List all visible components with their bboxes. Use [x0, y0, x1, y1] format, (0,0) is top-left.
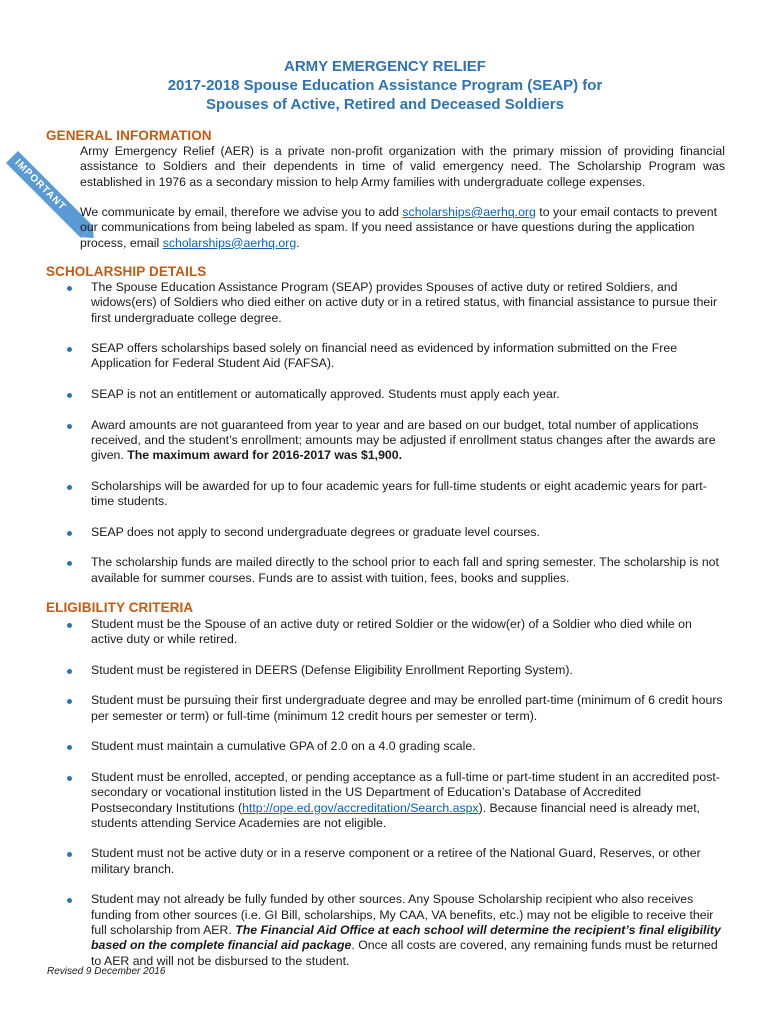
list-item	[60, 341, 725, 372]
bullet-icon	[67, 623, 72, 628]
list-item	[60, 846, 725, 877]
bullet-icon	[67, 485, 72, 490]
list-item-text: Student must not be active duty or in a reserve component or a retiree of the National Guard, Reserves, or other military branch.	[91, 846, 701, 876]
financial-aid-emphasis: The Financial Aid Office at each school will determine the recipient’s final eligibility based on the complete financial aid package	[91, 922, 721, 953]
bullet-icon	[67, 898, 72, 903]
bullet-icon	[67, 531, 72, 536]
bullet-icon	[67, 286, 72, 291]
bullet-icon	[67, 424, 72, 429]
bullet-icon	[67, 776, 72, 781]
list-item-text: Student must be enrolled, accepted, or pending acceptance as a full-time or part-time student in an accredited post-secondary or vocational institution listed in the US Department of Education’s Database of Accredited Postsecondary Institutions (	[91, 769, 720, 815]
scholarship-details-heading: SCHOLARSHIP DETAILS	[46, 264, 207, 279]
list-item	[60, 739, 725, 754]
list-item-text: Award amounts are not guaranteed from year to year and are based on our budget, total number of applications received, and the student’s enrollment; amounts may be adjusted if enrollment status changes after the awards are given.	[91, 417, 716, 463]
bullet-icon	[67, 669, 72, 674]
bullet-icon	[67, 852, 72, 857]
title-line-3: Spouses of Active, Retired and Deceased Soldiers	[206, 96, 564, 113]
list-item	[60, 555, 725, 586]
title-line-1: ARMY EMERGENCY RELIEF	[284, 58, 486, 75]
max-award-text: The maximum award for 2016-2017 was $1,900.	[127, 448, 403, 463]
bullet-icon	[67, 561, 72, 566]
eligibility-criteria-list	[60, 617, 725, 984]
list-item-text: Student must maintain a cumulative GPA of 2.0 on a 4.0 grading scale.	[91, 739, 476, 754]
list-item-text: Student must be the Spouse of an active duty or retired Soldier or the widow(er) of a Soldier who died while on active duty or while retired.	[91, 617, 692, 647]
bullet-icon	[67, 347, 72, 352]
list-item	[60, 525, 725, 540]
list-item-text: SEAP offers scholarships based solely on financial need as evidenced by information submitted on the Free Application for Federal Student Aid (FAFSA).	[91, 341, 678, 371]
list-item	[60, 892, 725, 968]
list-item	[60, 617, 725, 648]
accreditation-link[interactable]: http://ope.ed.gov/accreditation/Search.aspx	[242, 800, 479, 815]
list-item	[60, 693, 725, 724]
list-item	[60, 387, 725, 402]
list-item-text: The Spouse Education Assistance Program (SEAP) provides Spouses of active duty or retired Soldiers, and widows(ers) of Soldiers who died either on active duty or in a retired status, with financial assistance to pursue their first undergraduate college degree.	[91, 280, 718, 325]
general-paragraph-2	[80, 205, 725, 251]
list-item-text: Scholarships will be awarded for up to four academic years for full-time students or eight academic years for part-time students.	[91, 478, 707, 509]
list-item-text: ). Because financial need is already met, students attending Service Academies are not eligible.	[91, 800, 701, 830]
email-link-1[interactable]: scholarships@aerhq.org	[402, 205, 536, 219]
list-item	[60, 280, 725, 326]
general-paragraph-1: Army Emergency Relief (AER) is a private non-profit organization with the primary mission of providing financial assistance to Soldiers and their dependents in time of valid emergency need. The Scholarship Program was established in 1976 as a secondary mission to help Army families with undergraduate college expenses.	[80, 144, 725, 189]
general-p2-text-b: to your email contacts to prevent our communications from being labeled as spam. If you need assistance or have questions during the application process, email	[80, 205, 718, 250]
revision-note: Revised 9 December 2016	[47, 966, 166, 977]
document-title	[0, 57, 770, 114]
bullet-icon	[67, 745, 72, 750]
general-information-heading: GENERAL INFORMATION	[46, 128, 212, 143]
list-item-text: SEAP does not apply to second undergraduate degrees or graduate level courses.	[91, 524, 540, 539]
list-item	[60, 418, 725, 464]
important-ribbon: IMPORTANT	[6, 151, 93, 238]
general-p2-text-c: .	[296, 235, 300, 250]
list-item-text: SEAP is not an entitlement or automatically approved. Students must apply each year.	[91, 387, 560, 402]
scholarship-details-list	[60, 280, 725, 601]
list-item-text: Student must be registered in DEERS (Defense Eligibility Enrollment Reporting System).	[91, 662, 573, 677]
list-item-text: Student must be pursuing their first undergraduate degree and may be enrolled part-time (minimum of 6 credit hours per semester or term) or full-time (minimum 12 credit hours per semester or term).	[91, 693, 723, 723]
email-link-2[interactable]: scholarships@aerhq.org	[162, 235, 297, 250]
bullet-icon	[67, 393, 72, 398]
list-item-text: Student may not already be fully funded by other sources. Any Spouse Scholarship recipient who also receives funding from other sources (i.e. GI Bill, scholarships, My CAA, VA benefits, etc.) may not be eligible to receive their full scholarship from AER.	[91, 892, 714, 937]
list-item	[60, 770, 725, 831]
bullet-icon	[67, 699, 72, 704]
eligibility-criteria-heading: ELIGIBILITY CRITERIA	[46, 600, 194, 615]
list-item-text: The scholarship funds are mailed directly to the school prior to each fall and spring semester. The scholarship is not available for summer courses. Funds are to assist with tuition, fees, books and supplies.	[91, 555, 719, 585]
list-item	[60, 663, 725, 678]
list-item-text: . Once all costs are covered, any remaining funds must be returned to AER and will not be disbursed to the student.	[91, 938, 718, 968]
general-p2-text-a: We communicate by email, therefore we advise you to add	[80, 205, 403, 219]
title-line-2: 2017-2018 Spouse Education Assistance Program (SEAP) for	[167, 77, 603, 94]
list-item	[60, 479, 725, 510]
